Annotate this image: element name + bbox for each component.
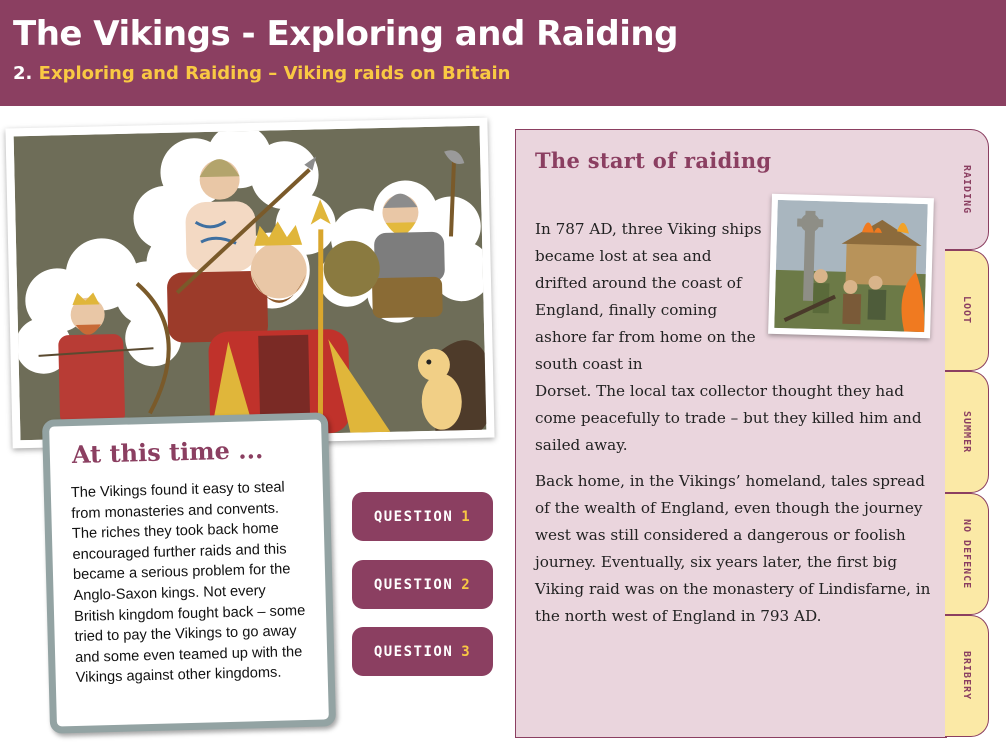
- at-this-time-heading: At this time ...: [71, 435, 264, 470]
- panel-paragraph-1b: Dorset. The local tax collector thought they had come peacefully to trade – but they killed him and sailed away.: [535, 382, 922, 454]
- question-3-label: QUESTION: [373, 643, 454, 660]
- page-title: The Vikings - Exploring and Raiding: [13, 14, 678, 54]
- tab-bribery-label: BRIBERY: [961, 651, 972, 701]
- tab-loot-label: LOOT: [961, 296, 972, 325]
- question-3-button[interactable]: [352, 627, 493, 676]
- tab-loot[interactable]: [945, 250, 989, 371]
- tab-no-defence[interactable]: [945, 493, 989, 615]
- tab-summer[interactable]: [945, 371, 989, 493]
- question-3-number: 3: [461, 643, 472, 660]
- tab-bribery[interactable]: [945, 615, 989, 737]
- question-1-button[interactable]: [352, 492, 493, 541]
- viking-king-illustration: [14, 126, 487, 440]
- question-2-number: 2: [461, 576, 472, 593]
- panel-paragraph-2: Back home, in the Vikings’ homeland, tales spread of the wealth of England, even though the journey west was still considered a dangerous or foolish journey. Eventually, six years later, the first big Viking raid was on the monastery of Lindisfarne, in the north west of England in 793 AD.: [535, 472, 931, 625]
- question-2-button[interactable]: [352, 560, 493, 609]
- question-1-label: QUESTION: [373, 508, 454, 525]
- illustration-frame: [5, 118, 494, 449]
- subtitle-number: 2.: [13, 63, 33, 84]
- tab-summer-label: SUMMER: [961, 410, 972, 454]
- page-subtitle: [13, 63, 510, 84]
- tab-raiding-label: RAIDING: [961, 164, 972, 215]
- content-panel: [515, 129, 947, 738]
- question-1-number: 1: [461, 508, 472, 525]
- panel-title: The start of raiding: [535, 148, 772, 173]
- page-header: [0, 0, 1006, 106]
- at-this-time-card: [42, 412, 336, 733]
- tab-no-defence-label: NO DEFENCE: [961, 518, 972, 590]
- panel-paragraph-1a: In 787 AD, three Viking ships became lost at sea and drifted around the coast of England, finally coming ashore far from home on the south coast in: [535, 220, 762, 373]
- subtitle-text: Exploring and Raiding – Viking raids on Britain: [38, 63, 511, 84]
- question-2-label: QUESTION: [373, 576, 454, 593]
- tab-raiding[interactable]: [945, 129, 989, 250]
- panel-text: [535, 216, 935, 639]
- at-this-time-body: The Vikings found it easy to steal from monasteries and convents. The riches they took back home encouraged further raids and this became a serious problem for the Anglo-Saxon kings. Not every British kingdom fought back – some tried to pay the Vikings to go away and some even teamed up with the Vikings against other kingdoms.: [70, 479, 306, 687]
